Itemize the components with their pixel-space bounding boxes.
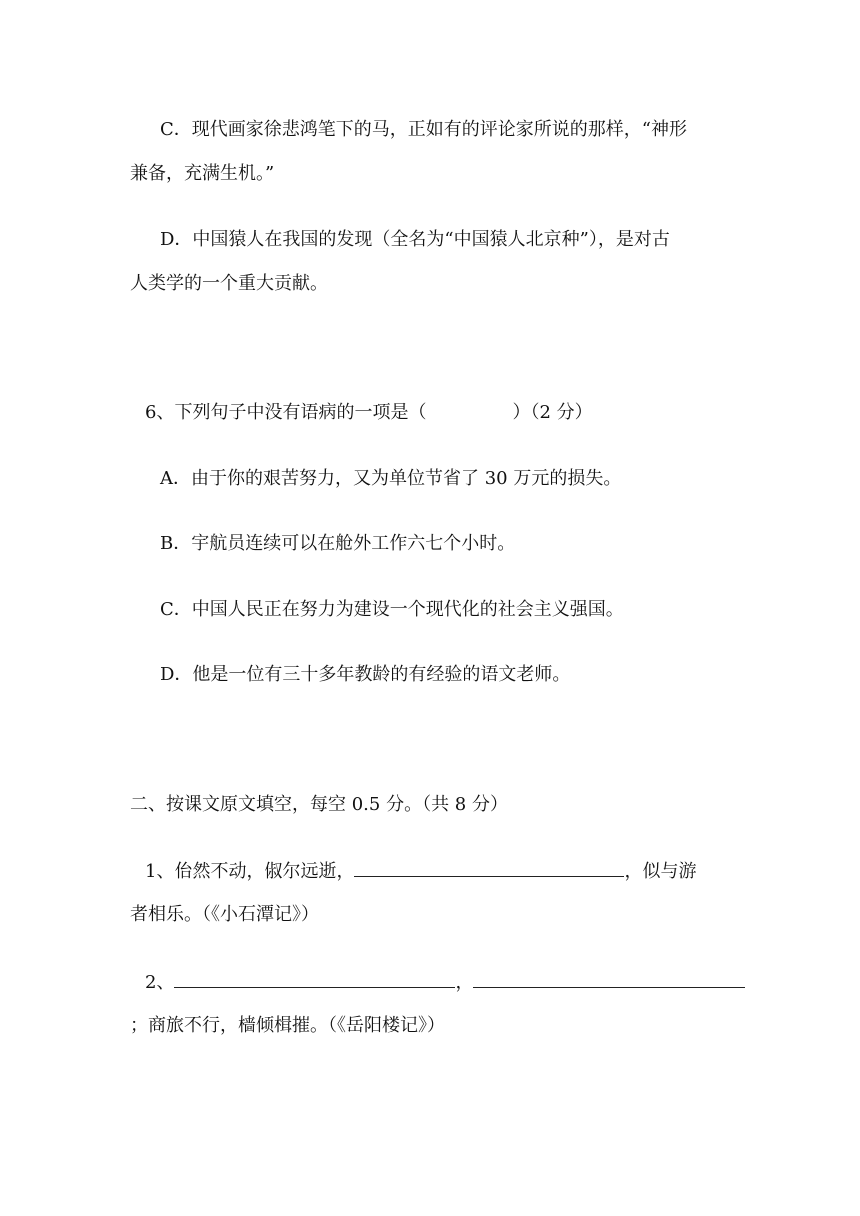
- q6-stem: [145, 401, 593, 425]
- q5-option-d-line1: D．中国猿人在我国的发现（全名为“中国猿人北京种”），是对古: [160, 229, 670, 250]
- item-2-number: 2、: [145, 972, 175, 993]
- item-2-fill-blank-1[interactable]: [174, 969, 455, 988]
- section-2-item-1-line2: 者相乐。（《小石潭记》）: [130, 904, 319, 925]
- item-1-fill-blank[interactable]: [354, 858, 624, 877]
- item-1-text-after: ，似与游: [624, 861, 697, 882]
- section-2-heading: 二、按课文原文填空，每空 0.5 分。（共 8 分）: [130, 794, 508, 815]
- q6-option-c: C．中国人民正在努力为建设一个现代化的社会主义强国。: [160, 599, 624, 620]
- q6-option-d: D．他是一位有三十多年教龄的有经验的语文老师。: [160, 664, 571, 685]
- q6-stem-text: 6、下列句子中没有语病的一项是（: [145, 402, 427, 423]
- q5-option-c-line2: 兼备，充满生机。”: [130, 163, 275, 184]
- item-1-text-before: 1、佁然不动，俶尔远逝，: [145, 861, 355, 882]
- q6-option-a: A．由于你的艰苦努力，又为单位节省了 30 万元的损失。: [160, 468, 622, 489]
- item-2-separator: ，: [455, 972, 474, 993]
- q6-stem-score: ）（2 分）: [512, 402, 593, 423]
- q6-option-b: B．宇航员连续可以在舱外工作六七个小时。: [160, 533, 516, 554]
- q5-option-c-line1: C．现代画家徐悲鸿笔下的马，正如有的评论家所说的那样，“神形: [160, 119, 687, 140]
- section-2-item-1-line1: [145, 858, 696, 884]
- section-2-item-2-line1: [145, 969, 745, 995]
- item-2-fill-blank-2[interactable]: [473, 969, 745, 988]
- q5-option-d-line2: 人类学的一个重大贡献。: [130, 273, 328, 294]
- section-2-item-2-line2: ；商旅不行，樯倾楫摧。（《岳阳楼记》）: [130, 1015, 445, 1036]
